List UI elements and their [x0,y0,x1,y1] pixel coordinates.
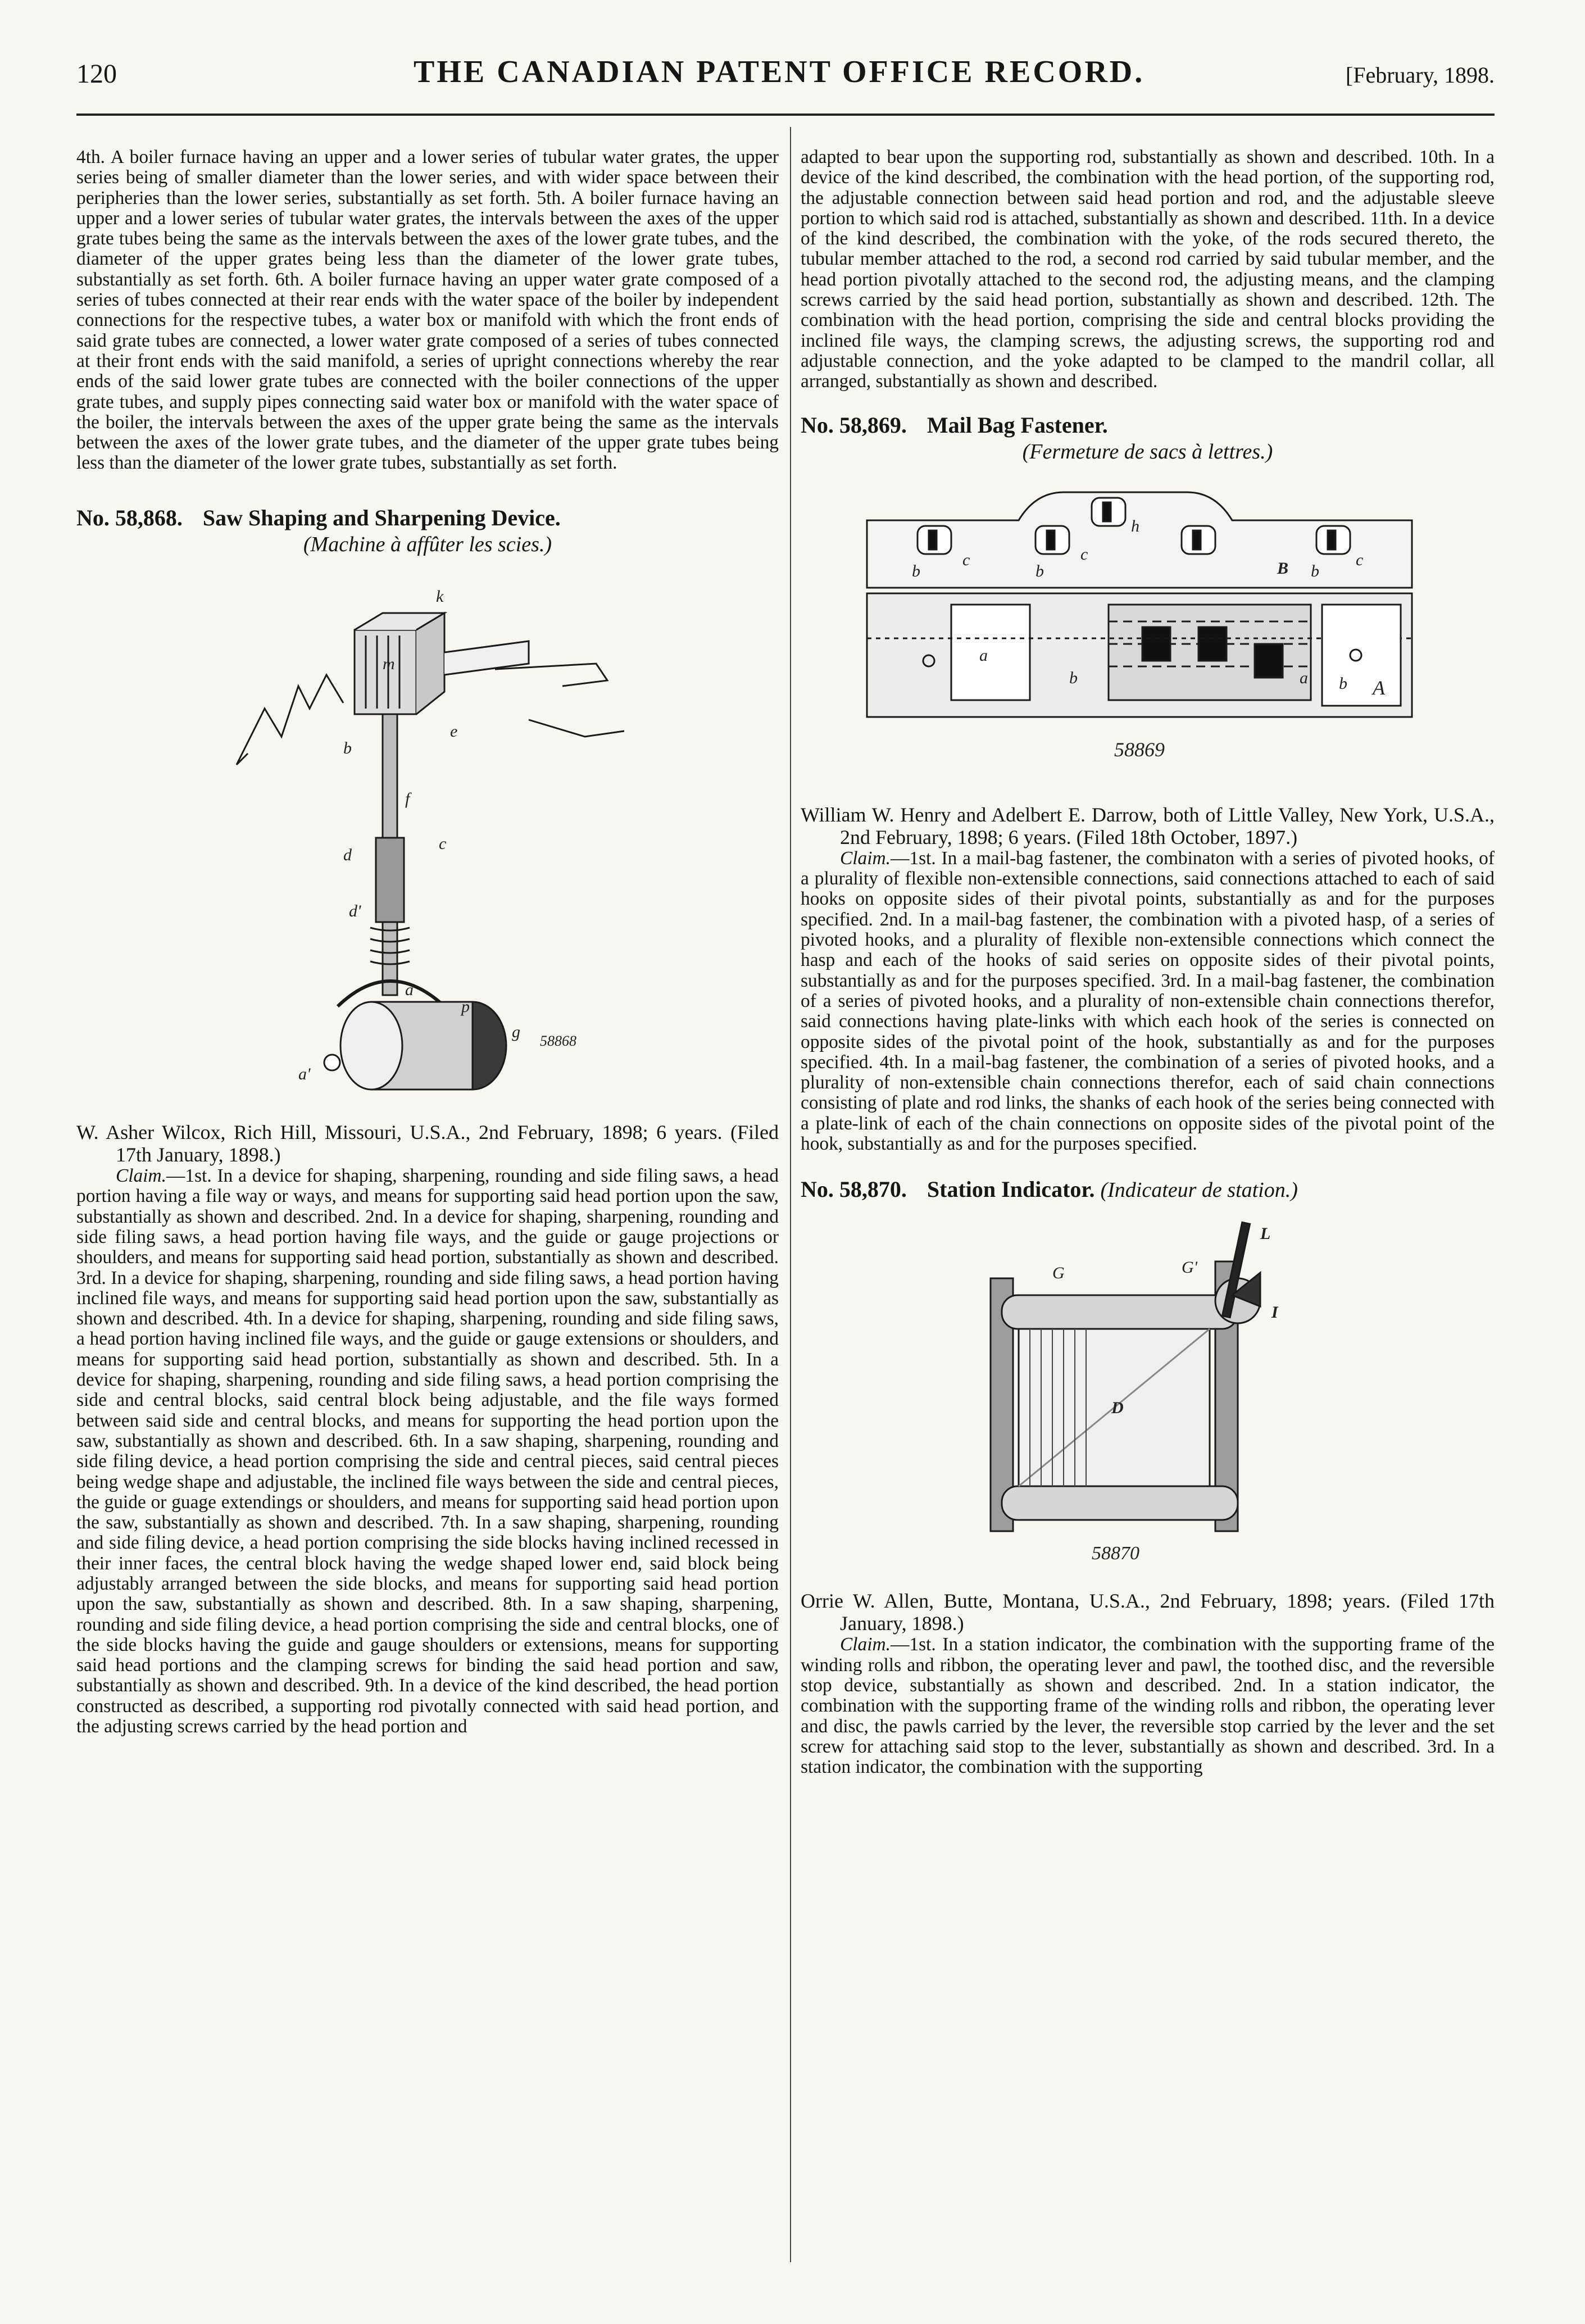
fig-label-c1: c [962,550,970,569]
header-rule [76,114,1495,116]
patent-number: No. 58,870. [801,1177,907,1202]
continued-claims-text: 4th. A boiler furnace having an upper and a lower series of tubular water grates, the upper series being of smaller diameter than the lower series, and with wider space between their peripheries than the lower series, substantially as set forth. 5th. A boiler furnace having an upper and a lower series of tubular water grates, the intervals between the axes of the upper grate tubes being the same as the intervals between the axes of the lower grate tubes, and the diameter of the upper grates being less than the diameter of the lower grate tubes, substantially as set forth. 6th. A boiler furnace having an upper water grate composed of a series of tubes connected at their rear ends with the water space of the boiler by independent connections for the respective tubes, a water box or manifold with which the front ends of said grate tubes are connected, a lower water grate composed of a series of tubes connected at their front ends with the said manifold, a series of upright connections whereby the rear ends of the said lower grate tubes are connected with the boiler connections of the upper grate tubes, and supply pipes connecting said water box or manifold with the water space of the boiler, the intervals between the axes of the upper grate being the same as the intervals between the axes of the lower grate tubes, and the diameter of the upper grate tubes being less than the diameter of the lower grate tubes, substantially as set forth. [76,147,779,474]
mail-bag-fastener-drawing [850,475,1446,790]
station-indicator-figure [968,1217,1328,1576]
left-column [76,147,779,1737]
fig-label-p: p [461,997,470,1016]
inventor-line: W. Asher Wilcox, Rich Hill, Missouri, U.S.A., 2nd February, 1898; 6 years. (Filed 17th January, 1898.) [76,1121,779,1166]
right-column [801,147,1495,1777]
fig-label-b2: b [1035,561,1044,580]
patent-french-title: (Machine à affûter les scies.) [303,532,552,556]
patent-heading-58869 [801,412,1495,438]
fig-label-G-prime: G' [1181,1258,1197,1277]
fig-label-g: g [512,1023,520,1042]
saw-device-figure [214,568,641,1107]
patent-french-title: (Fermeture de sacs à lettres.) [1022,439,1273,464]
upper-roll [1002,1295,1238,1329]
fig-label-A: A [1372,676,1385,699]
page-header [76,54,1495,105]
issue-date: [February, 1898. [1345,62,1495,88]
fig-label-b3: b [1310,561,1319,580]
publication-title: THE CANADIAN PATENT OFFICE RECORD. [414,55,1145,89]
fig-label-h: h [1130,516,1139,535]
claim-text: —1st. In a mail-bag fastener, the combinaton with a series of pivoted hooks, of a plurality of flexible non-extensible connections, said connections attached to each of said hooks on opposite sides of their pivotal points, substantially as and for the purposes specified. 2nd. In a mail-bag fastener, the combination with a pivoted hasp, of a series of pivoted hooks, and a plurality of flexible non-extensible connections which connect the hasp and each of the hooks of said series on opposite sides of their pivotal points, substantially as and for the purposes specified. 3rd. In a mail-bag fastener, the combination of a series of pivoted hooks, and a plurality of non-extensible chain connections therefor, said connections having plate-links with which each hook of the series is connected on opposite sides of the pivotal point of the hook, substantially as and for the purposes specified. 4th. In a mail-bag fastener, the combination of a series of pivoted hooks, and a plurality of non-extensible chain connections therefor, each of said chain connections consisting of plate and rod links, the shanks of each hook of the series being connected with a plate-link of each of the chain connections on opposite sides of the pivotal point of the hook, substantially as and for the purposes specified. [801,847,1495,1155]
fig-label-B: B [1277,559,1288,578]
claim-paragraph [801,1635,1495,1777]
fig-label-G: G [1052,1264,1065,1283]
claim-text: —1st. In a device for shaping, sharpening, rounding and side filing saws, a head portion having a file way or ways, and means for supporting said head portion upon the saw, substantially as shown and described. 2nd. In a device for shaping, sharpening, rounding and side filing saws, a head portion having file ways, and the guide or gauge projections or shoulders, and means for supporting said head portion, substantially as shown and described. 3rd. In a device for shaping, sharpening, rounding and side filing saws, a head portion having inclined file ways, and means for supporting said head portion upon the saw, substantially as shown and described. 4th. In a device for shaping, sharpening, rounding and side filing saws, a head portion having inclined file ways, and the guide or gauge extensions or shoulders, and means for supporting said head portion, substantially as shown and described. 5th. In a device for shaping, sharpening, rounding and side filing saws, a head portion comprising the side and central blocks, said central block being adjustable, and the file ways formed between said side and central blocks, and means for supporting the head portion upon the saw, substantially as shown and described. 6th. In a saw shaping, sharpening, rounding and side filing device, a head portion comprising the side and central pieces, said central pieces being wedge shape and adjustable, the inclined file ways between the side and central pieces, the guide or guage extendings or shoulders, and means for supporting said head portion upon the saw, substantially as shown and described. 7th. In a saw shaping, sharpening, rounding and side filing device, a head portion comprising the side blocks having inclined recessed in their inner faces, the central block having the wedge shaped lower end, said block being adjustably arranged between the side blocks, and means for supporting said head portion upon the saw, substantially as shown and described. 8th. In a saw shaping, sharpening, rounding and side filing device, a head portion comprising the side and central blocks, one of the side blocks having the guide and gauge shoulders or extensions, means for supporting said head portions and the clamping screws for binding the said head portion and saw, substantially as shown and described. 9th. In a device of the kind described, the head portion constructed as described, a supporting rod pivotally connected with said head portion, and the adjusting screws carried by the head portion and [76,1165,779,1737]
fig-label-a1: a [979,646,988,665]
fig-label-b5: b [1338,674,1347,693]
inventor-line: Orrie W. Allen, Butte, Montana, U.S.A., 2nd February, 1898; years. (Filed 17th January, 1898.) [801,1590,1495,1635]
saw-extension-line [495,664,607,686]
saw-device-drawing [214,568,641,1107]
column-divider [790,127,791,2262]
patent-title: Mail Bag Fastener. [927,412,1108,438]
patent-heading-58870 [801,1177,1495,1203]
fig-label-f: f [405,789,410,809]
mail-bag-fastener-figure [850,475,1446,790]
figure-number: 58868 [540,1033,576,1050]
fig-label-D: D [1111,1399,1124,1418]
fig-label-a: a [405,981,414,1000]
patent-number: No. 58,869. [801,412,907,438]
fig-label-I: I [1271,1303,1278,1322]
lower-roll [1002,1486,1238,1520]
patent-title: Saw Shaping and Sharpening Device. [202,505,561,530]
fig-label-m: m [383,655,395,674]
file-arm [444,641,529,675]
fig-label-b: b [343,739,352,758]
claim-text: —1st. In a station indicator, the combination with the supporting frame of the winding rolls and ribbon, the operating lever and pawl, the toothed disc, and the reversible stop device, substantially as shown and described. 2nd. In a station indicator, the combination with the supporting frame of the winding rolls and ribbon, the operating lever and disc, the pawls carried by the lever, the reversible stop carried by the lever and the set screw for attaching said stop to the lever, substantially as shown and described. 3rd. In a station indicator, the combination with the supporting [801,1634,1495,1778]
claim-lead: Claim. [116,1165,166,1187]
fig-label-d: d [343,846,352,865]
inventor-line: William W. Henry and Adelbert E. Darrow, both of Little Valley, New York, U.S.A., 2nd February, 1898; 6 years. (Filed 18th October, 1897.) [801,803,1495,848]
fig-label-c3: c [1355,550,1363,569]
fig-label-c2: c [1080,544,1088,564]
claim-paragraph [76,1166,779,1737]
station-indicator-drawing [968,1217,1328,1576]
fig-label-a2: a [1299,668,1308,687]
patent-title: Station Indicator. [927,1177,1095,1202]
patent-heading-58868 [76,505,779,531]
fig-label-a-prime: a' [298,1065,311,1084]
patent-french-title: (Indicateur de station.) [1100,1178,1298,1202]
patent-number: No. 58,868. [76,505,183,530]
page-number: 120 [76,59,117,89]
claim-lead: Claim. [840,847,891,869]
fig-label-e: e [450,722,458,741]
figure-number: 58870 [1091,1543,1139,1564]
saw-teeth-outline [237,675,343,765]
fig-label-L: L [1260,1224,1270,1243]
fig-label-c: c [439,834,447,854]
figure-number: 58869 [1114,738,1165,761]
fig-label-d-prime: d' [349,902,361,921]
claim-lead: Claim. [840,1634,891,1655]
fig-label-b4: b [1069,668,1078,687]
fig-label-b1: b [911,561,920,580]
claim-paragraph [801,848,1495,1154]
tubular-member [376,838,404,922]
continued-claims-text: adapted to bear upon the supporting rod, substantially as shown and described. 10th. In a device of the kind described, the combination with the head portion, of the supporting rod, the adjustable connection between said head portion and rod, and the adjustable sleeve portion to which said rod is attached, substantially as shown and described. 11th. In a device of the kind described, the combination with the yoke, of the rods secured thereto, the tubular member attached to the rod, a second rod carried by said tubular member, and the head portion pivotally attached to the second rod, the adjusting means, and the clamping screws carried by the said head portion, substantially as shown and described. 12th. The combination with the head portion, comprising the side and central blocks providing the inclined file ways, the clamping screws, the adjusting screws, the supporting rod and adjustable connection, and the yoke adapted to be clamped to the mandril collar, all arranged, substantially as shown and described. [801,147,1495,392]
fig-label-k: k [436,587,444,606]
